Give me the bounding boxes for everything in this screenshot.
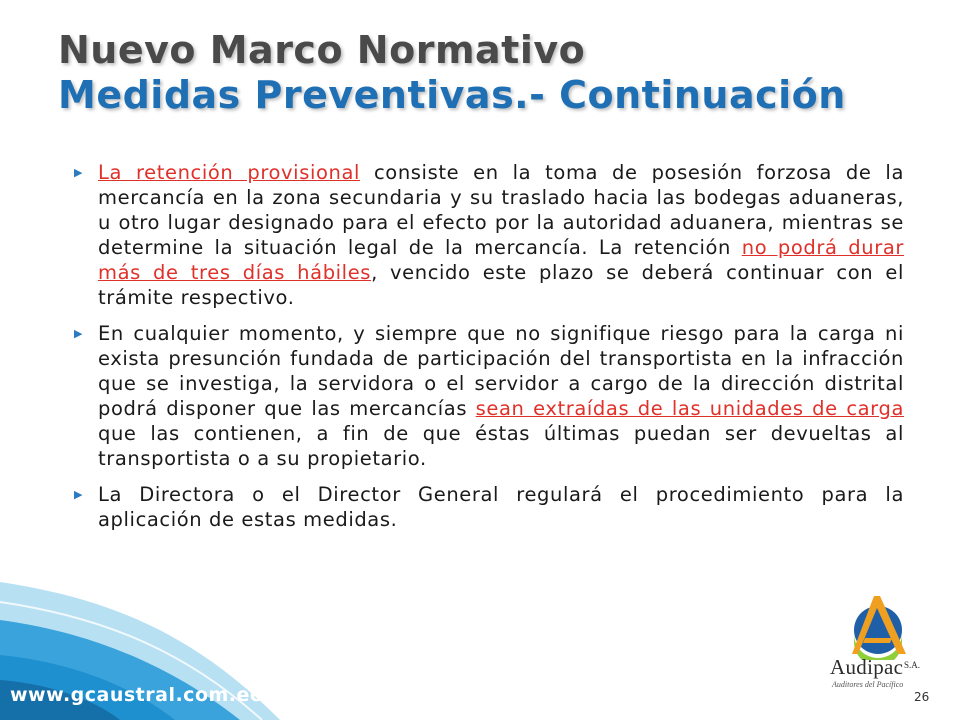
footer-website-url[interactable]: www.gcaustral.com.ec <box>10 684 262 706</box>
bullet-text: consiste en la toma de posesión forzosa de la mercancía en la zona secundaria y su traslado hacia las bodegas aduaneras, u otro lugar designado para el efecto por la autoridad aduanera, mientras se determine la situación legal de la mercancía. La retención <box>98 161 904 259</box>
bullet-item-directora <box>72 482 904 532</box>
bullet-item-retencion <box>72 160 904 310</box>
triangle-right-icon: ▶ <box>74 488 84 501</box>
bullet-item-extraccion <box>72 321 904 471</box>
title-line-2: Medidas Preventivas.- Continuación <box>58 73 846 117</box>
audipac-logo-mark-icon <box>832 590 924 660</box>
bullet-list <box>72 160 904 543</box>
highlight-plazo: no podrá durar más de tres días hábiles <box>98 236 904 284</box>
logo-company-name: Audipac <box>830 655 904 679</box>
logo-tagline: Auditores del Pacífico <box>832 680 904 689</box>
slide-title <box>58 28 938 118</box>
audipac-logo <box>824 590 934 700</box>
triangle-right-icon: ▶ <box>74 327 84 340</box>
logo-company-suffix: S.A. <box>904 660 921 670</box>
title-line-1: Nuevo Marco Normativo <box>58 28 586 72</box>
triangle-right-icon: ▶ <box>74 166 84 179</box>
highlight-extraidas: sean extraídas de las unidades de carga <box>475 397 904 420</box>
bullet-text: En cualquier momento, y siempre que no signifique riesgo para la carga ni exista presunción fundada de participación del transportista en la infracción que se investiga, la servidora o el servidor a cargo de la dirección distrital podrá disponer que las mercancías <box>98 322 904 420</box>
highlight-retencion-provisional: La retención provisional <box>98 161 361 184</box>
bullet-text: , vencido este plazo se deberá continuar con el trámite respectivo. <box>98 261 904 309</box>
bullet-text: que las contienen, a fin de que éstas últimas puedan ser devueltas al transportista o a su propietario. <box>98 422 904 470</box>
page-number: 26 <box>914 690 930 704</box>
bullet-text: La Directora o el Director General regulará el procedimiento para la aplicación de estas medidas. <box>98 483 904 531</box>
